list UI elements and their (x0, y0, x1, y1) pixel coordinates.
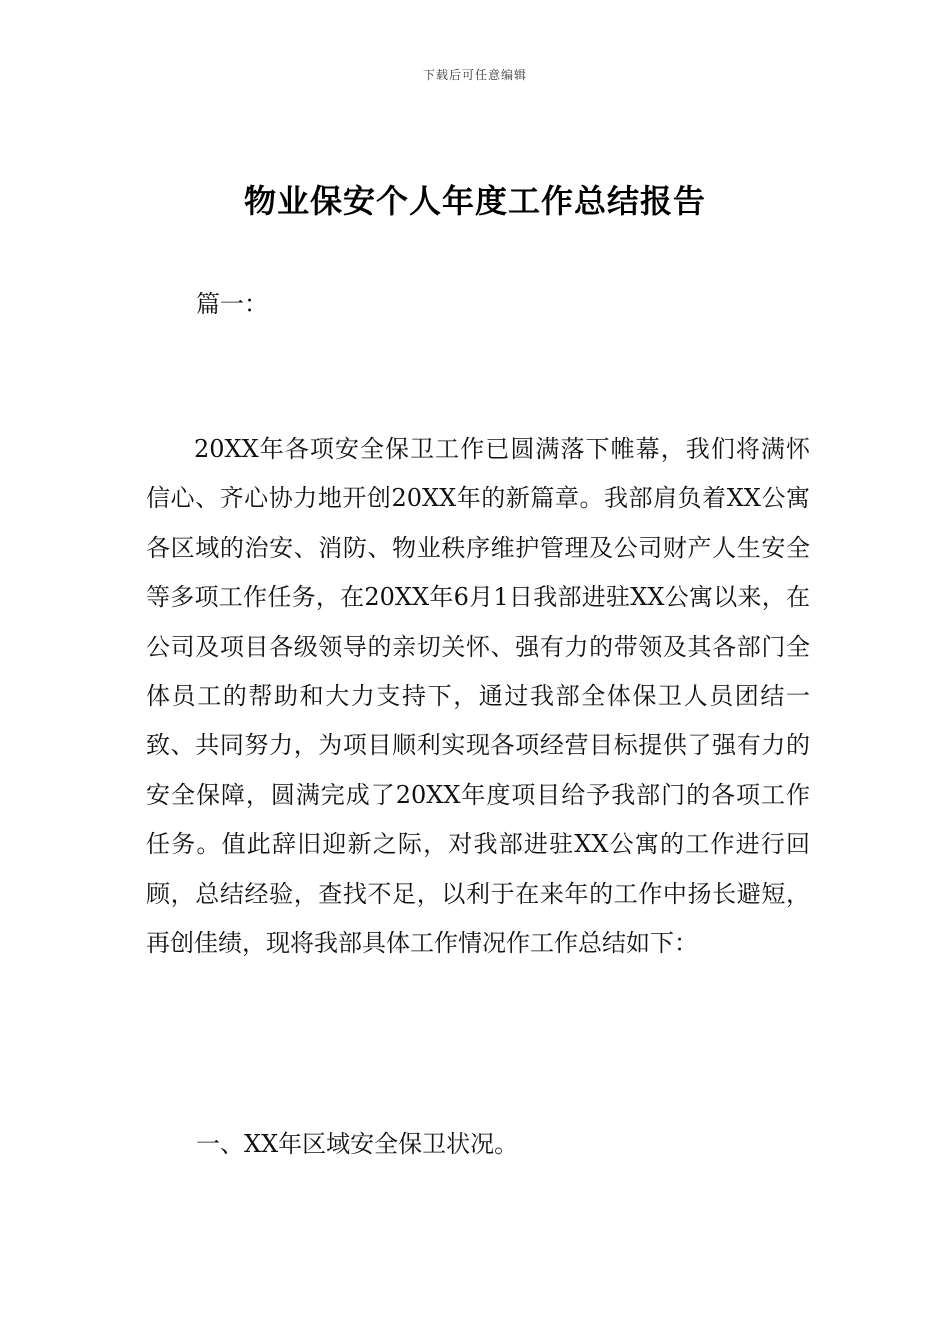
document-title: 物业保安个人年度工作总结报告 (243, 182, 706, 220)
section-subheading: 一、XX年区域安全保卫状况。 (196, 1130, 519, 1158)
header-note: 下载后可任意编辑 (422, 68, 527, 82)
body-paragraph: 20XX年各项安全保卫工作已圆满落下帷幕，我们将满怀信心、齐心协力地开创20XX年的新篇章。我部肩负着XX公寓各区域的治安、消防、物业秩序维护管理及公司财产人生安全等多项工作任务，在20XX年6月1日我部进驻XX公寓以来，在公司及项目各级领导的亲切关怀、强有力的带领及其各部门全体员工的帮助和大力支持下，通过我部全体保卫人员团结一致、共同努力，为项目顺利实现各项经营目标提供了强有力的安全保障，圆满完成了20XX年度项目给予我部门的各项工作任务。值此辞旧迎新之际，对我部进驻XX公寓的工作进行回顾，总结经验，查找不足，以利于在来年的工作中扬长避短，再创佳绩，现将我部具体工作情况作工作总结如下： (146, 435, 810, 958)
section-label: 篇一： (196, 290, 268, 318)
